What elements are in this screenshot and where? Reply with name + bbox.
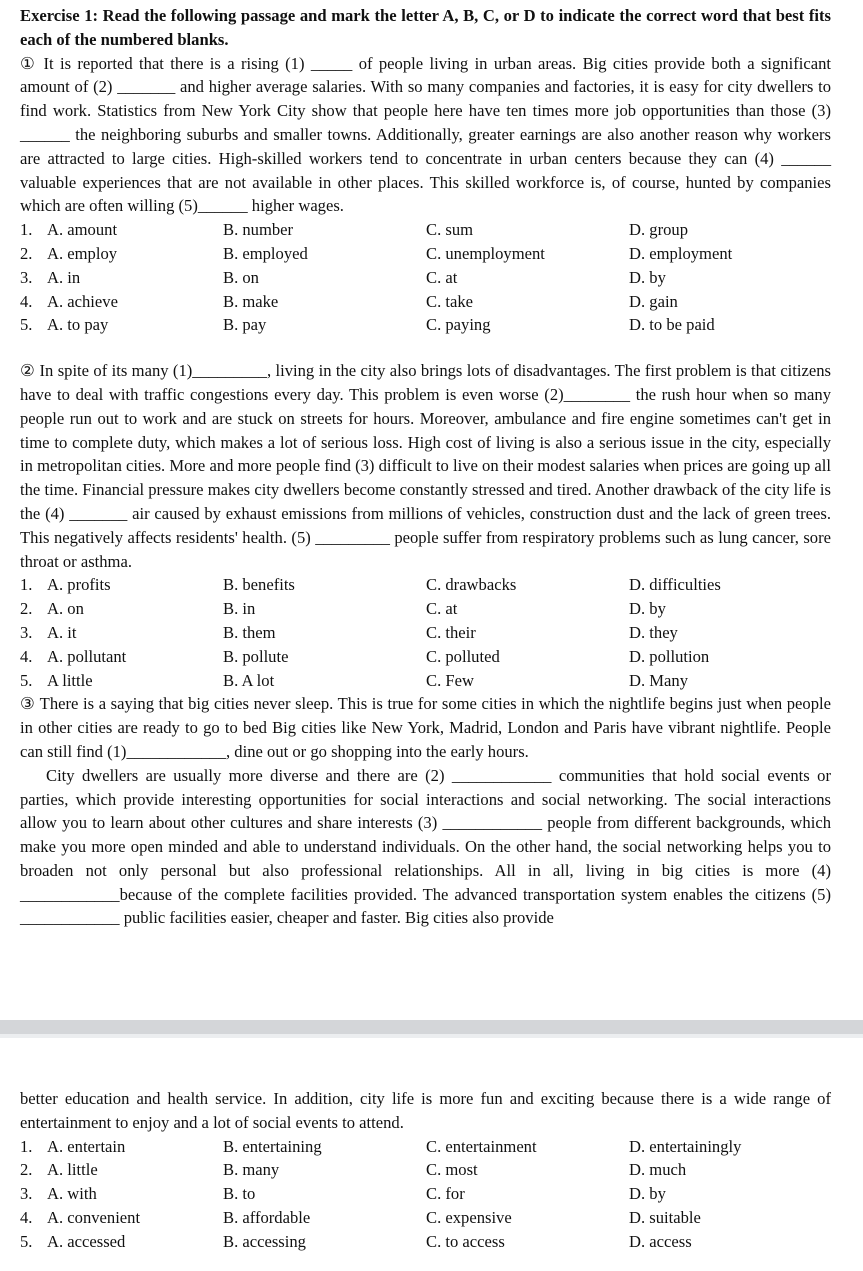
option-c: C. most <box>426 1160 478 1180</box>
question-number: 2. <box>20 599 33 619</box>
option-b: B. pay <box>223 315 267 335</box>
question-number: 3. <box>20 1184 33 1204</box>
exercise-title: Exercise 1: Read the following passage and mark the letter A, B, C, or D to indicate the correct word that best fits each of the numbered blanks. <box>20 6 831 49</box>
passage-3-continuation: better education and health service. In addition, city life is more fun and exciting because there is a wide range of entertainment to enjoy and a lot of social events to attend. <box>20 1089 831 1132</box>
option-d: D. employment <box>629 243 733 263</box>
option-d: D. pollution <box>629 646 710 666</box>
option-c: C. at <box>426 267 458 287</box>
option-c: C. polluted <box>426 646 500 666</box>
worksheet-top-section <box>20 4 831 930</box>
option-c: C. sum <box>426 220 474 240</box>
question-number: 4. <box>20 1207 33 1227</box>
option-a: A. to pay <box>47 315 109 335</box>
option-c: C. Few <box>426 670 474 690</box>
option-d: D. gain <box>629 291 678 311</box>
question-number: 5. <box>20 315 33 335</box>
option-d: D. much <box>629 1160 687 1180</box>
question-number: 4. <box>20 646 33 666</box>
option-d: D. by <box>629 1184 666 1204</box>
option-a: A. pollutant <box>47 646 127 666</box>
worksheet-bottom-section <box>20 1087 831 1254</box>
option-c: C. for <box>426 1184 465 1204</box>
question-row <box>20 242 831 266</box>
option-b: B. affordable <box>223 1207 311 1227</box>
question-number: 1. <box>20 575 33 595</box>
question-row <box>20 313 831 337</box>
option-a: A. profits <box>47 575 111 595</box>
option-b: B. A lot <box>223 670 275 690</box>
question-row <box>20 1230 831 1254</box>
passage-2-text: ② In spite of its many (1)_________, living in the city also brings lots of disadvantages. The first problem is that citizens have to deal with traffic congestions every day. This problem is even worse (2)________ the rush hour when so many people run out to work and are stuck on streets for hours. Moreover, ambulance and fire engine sometimes can't get in time to complete duty, which makes a lot of serious loss. High cost of living is also a serious issue in the city, especially in metropolitan cities. More and more people find (3) difficult to live on their modest salaries when prices are going up all the time. Financial pressure makes city dwellers become constantly stressed and tired. Another drawback of the city life is the (4) _______ air caused by exhaust emissions from millions of vehicles, construction dust and the lack of green trees. This negatively affects residents' health. (5) _________ people suffer from respiratory problems such as lung cancer, sore throat or asthma. <box>20 361 831 571</box>
option-c: C. unemployment <box>426 243 545 263</box>
passage-1-options <box>20 218 831 337</box>
question-row <box>20 1158 831 1182</box>
question-number: 3. <box>20 622 33 642</box>
option-b: B. pollute <box>223 646 289 666</box>
question-row <box>20 669 831 693</box>
option-c: C. their <box>426 622 476 642</box>
option-b: B. many <box>223 1160 280 1180</box>
option-d: D. by <box>629 267 666 287</box>
question-number: 4. <box>20 291 33 311</box>
option-c: C. at <box>426 599 458 619</box>
passage-2-options <box>20 573 831 692</box>
option-a: A. little <box>47 1160 98 1180</box>
option-c: C. to access <box>426 1231 505 1251</box>
option-c: C. entertainment <box>426 1136 537 1156</box>
option-d: D. entertainingly <box>629 1136 742 1156</box>
option-d: D. suitable <box>629 1207 701 1227</box>
option-d: D. group <box>629 220 688 240</box>
option-d: D. by <box>629 599 666 619</box>
option-a: A little <box>47 670 93 690</box>
question-row <box>20 621 831 645</box>
question-row <box>20 1135 831 1159</box>
question-row <box>20 218 831 242</box>
question-number: 1. <box>20 220 33 240</box>
passage-1-text: ① It is reported that there is a rising (1) _____ of people living in urban areas. Big cities provide both a significant amount of (2) _______ and higher average salaries. With so many companies and factories, it is easy for city dwellers to find work. Statistics from New York City show that people here have ten times more job opportunities than those (3) ______ the neighboring suburbs and smaller towns. Additionally, greater earnings are also another reason why workers are attracted to large cities. High-skilled workers tend to concentrate in urban centers because they can (4) ______ valuable experiences that are not available in other places. This skilled workforce is, of course, hunted by companies which are often willing (5)______ higher wages. <box>20 53 831 216</box>
question-row <box>20 1182 831 1206</box>
option-b: B. employed <box>223 243 308 263</box>
question-number: 2. <box>20 1160 33 1180</box>
passage-3-options <box>20 1135 831 1254</box>
passage-3-paragraph-1: ③ There is a saying that big cities never sleep. This is true for some cities in which the nightlife begins just when people in other cities are ready to go to bed Big cities like New York, Madrid, London and Paris have vibrant nightlife. People can still find (1)____________, dine out or go shopping into the early hours. <box>20 694 831 761</box>
question-number: 5. <box>20 1231 33 1251</box>
option-a: A. amount <box>47 220 118 240</box>
option-d: D. difficulties <box>629 575 721 595</box>
question-number: 5. <box>20 670 33 690</box>
page-divider <box>0 1020 863 1034</box>
option-b: B. number <box>223 220 294 240</box>
option-b: B. entertaining <box>223 1136 322 1156</box>
option-a: A. achieve <box>47 291 118 311</box>
option-a: A. with <box>47 1184 97 1204</box>
option-a: A. it <box>47 622 77 642</box>
option-b: B. make <box>223 291 279 311</box>
question-row <box>20 597 831 621</box>
passage-3-paragraph-2: City dwellers are usually more diverse and there are (2) ____________ communities that hold social events or parties, which provide interesting opportunities for social interactions and social networking. The social interactions allow you to learn about other cultures and share interests (3) ____________ people from different backgrounds, which make you more open minded and able to understand individuals. On the other hand, the social networking helps you to broaden not only personal but also professional relationships. All in all, living in big cities is more (4) ____________because of the complete facilities provided. The advanced transportation system enables the citizens (5) ____________ public facilities easier, cheaper and faster. Big cities also provide <box>20 765 831 928</box>
option-a: A. entertain <box>47 1136 126 1156</box>
question-number: 1. <box>20 1136 33 1156</box>
option-b: B. in <box>223 599 256 619</box>
option-c: C. take <box>426 291 474 311</box>
option-a: A. in <box>47 267 81 287</box>
option-c: C. expensive <box>426 1207 512 1227</box>
option-a: A. accessed <box>47 1231 126 1251</box>
option-d: D. they <box>629 622 678 642</box>
option-a: A. convenient <box>47 1207 141 1227</box>
question-row <box>20 290 831 314</box>
option-a: A. on <box>47 599 84 619</box>
option-d: D. Many <box>629 670 688 690</box>
option-b: B. benefits <box>223 575 295 595</box>
question-number: 2. <box>20 243 33 263</box>
question-number: 3. <box>20 267 33 287</box>
question-row <box>20 266 831 290</box>
option-b: B. on <box>223 267 259 287</box>
question-row <box>20 1206 831 1230</box>
page-divider-shadow <box>0 1034 863 1038</box>
option-b: B. accessing <box>223 1231 306 1251</box>
option-d: D. to be paid <box>629 315 715 335</box>
question-row <box>20 573 831 597</box>
option-d: D. access <box>629 1231 692 1251</box>
option-b: B. them <box>223 622 276 642</box>
option-c: C. paying <box>426 315 491 335</box>
option-a: A. employ <box>47 243 118 263</box>
option-b: B. to <box>223 1184 256 1204</box>
question-row <box>20 645 831 669</box>
option-c: C. drawbacks <box>426 575 517 595</box>
